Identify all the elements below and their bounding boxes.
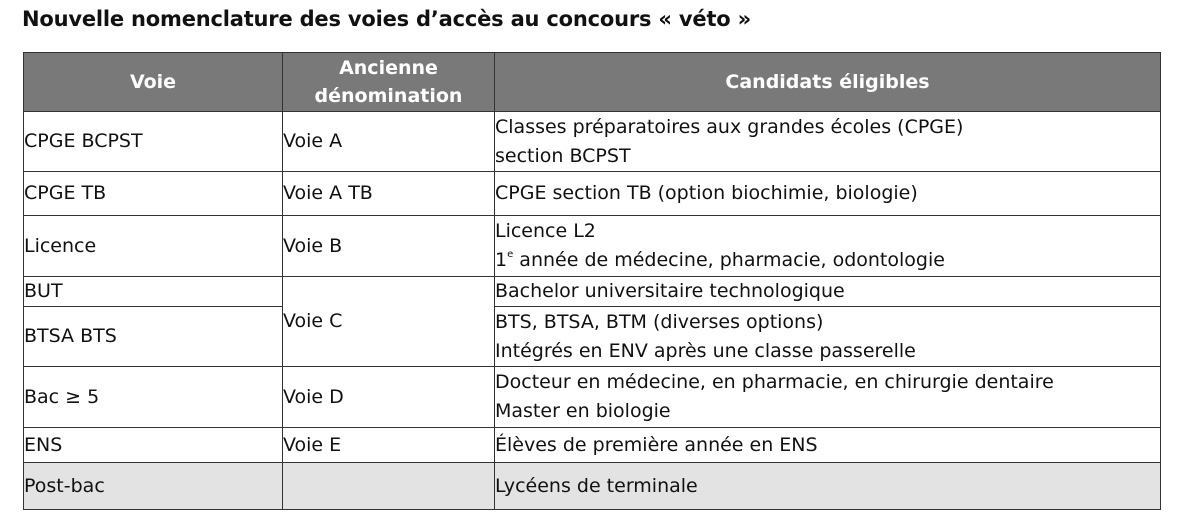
cell-candidats: [495, 428, 1161, 463]
column-header-voie: Voie: [24, 53, 283, 112]
cell-voie: Licence: [24, 216, 283, 277]
cell-candidats: [495, 172, 1161, 216]
candidats-line: Classes préparatoires aux grandes écoles (CPGE): [495, 115, 964, 138]
cell-voie: Post-bac: [24, 463, 283, 510]
candidats-line: Élèves de première année en ENS: [495, 433, 818, 456]
cell-voie: ENS: [24, 428, 283, 463]
ordinal-number: 1: [495, 249, 508, 271]
cell-candidats: [495, 216, 1161, 277]
candidats-line: Lycéens de terminale: [495, 474, 698, 497]
table-row: [24, 428, 1161, 463]
cell-ancienne: Voie A TB: [283, 172, 495, 216]
cell-ancienne: Voie B: [283, 216, 495, 277]
candidats-line: Docteur en médecine, en pharmacie, en chirurgie dentaire: [495, 371, 1054, 393]
candidats-line-with-ordinal: [495, 246, 1160, 275]
column-header-ancienne-denomination: [283, 53, 495, 112]
candidats-line: section BCPST: [495, 144, 631, 167]
cell-voie: CPGE TB: [24, 172, 283, 216]
candidats-line-text: année de médecine, pharmacie, odontologie: [519, 249, 945, 271]
cell-voie: BTSA BTS: [24, 307, 283, 367]
cell-voie: CPGE BCPST: [24, 112, 283, 172]
table-row: [24, 463, 1161, 510]
table-row: [24, 172, 1161, 216]
candidats-line: Master en biologie: [495, 400, 671, 422]
cell-candidats: [495, 367, 1161, 428]
column-header-candidats: Candidats éligibles: [495, 53, 1161, 112]
voies-table: [23, 52, 1161, 510]
column-header-ancienne-line1: Ancienne: [339, 57, 438, 79]
table-row: [24, 367, 1161, 428]
table-row: [24, 307, 1161, 367]
candidats-line: BTS, BTSA, BTM (diverses options): [495, 310, 824, 333]
page-title: Nouvelle nomenclature des voies d’accès au concours « véto »: [22, 7, 751, 31]
cell-candidats: [495, 463, 1161, 510]
cell-candidats: [495, 112, 1161, 172]
cell-ancienne: [283, 463, 495, 510]
candidats-line: CPGE section TB (option biochimie, biologie): [495, 182, 918, 204]
cell-ancienne: Voie D: [283, 367, 495, 428]
cell-ancienne: Voie A: [283, 112, 495, 172]
cell-voie: Bac ≥ 5: [24, 367, 283, 428]
ordinal-superscript: e: [507, 249, 514, 260]
table-row: [24, 216, 1161, 277]
table-row: [24, 277, 1161, 307]
candidats-line: Intégrés en ENV après une classe passerelle: [495, 339, 916, 362]
cell-candidats: [495, 307, 1161, 367]
cell-ancienne: Voie C: [283, 277, 495, 367]
cell-candidats: [495, 277, 1161, 307]
cell-voie: BUT: [24, 277, 283, 307]
candidats-line: Bachelor universitaire technologique: [495, 280, 845, 302]
table-header-row: [24, 53, 1161, 112]
cell-ancienne: Voie E: [283, 428, 495, 463]
table-row: [24, 112, 1161, 172]
column-header-ancienne-line2: dénomination: [314, 85, 463, 107]
candidats-line: Licence L2: [495, 220, 596, 242]
